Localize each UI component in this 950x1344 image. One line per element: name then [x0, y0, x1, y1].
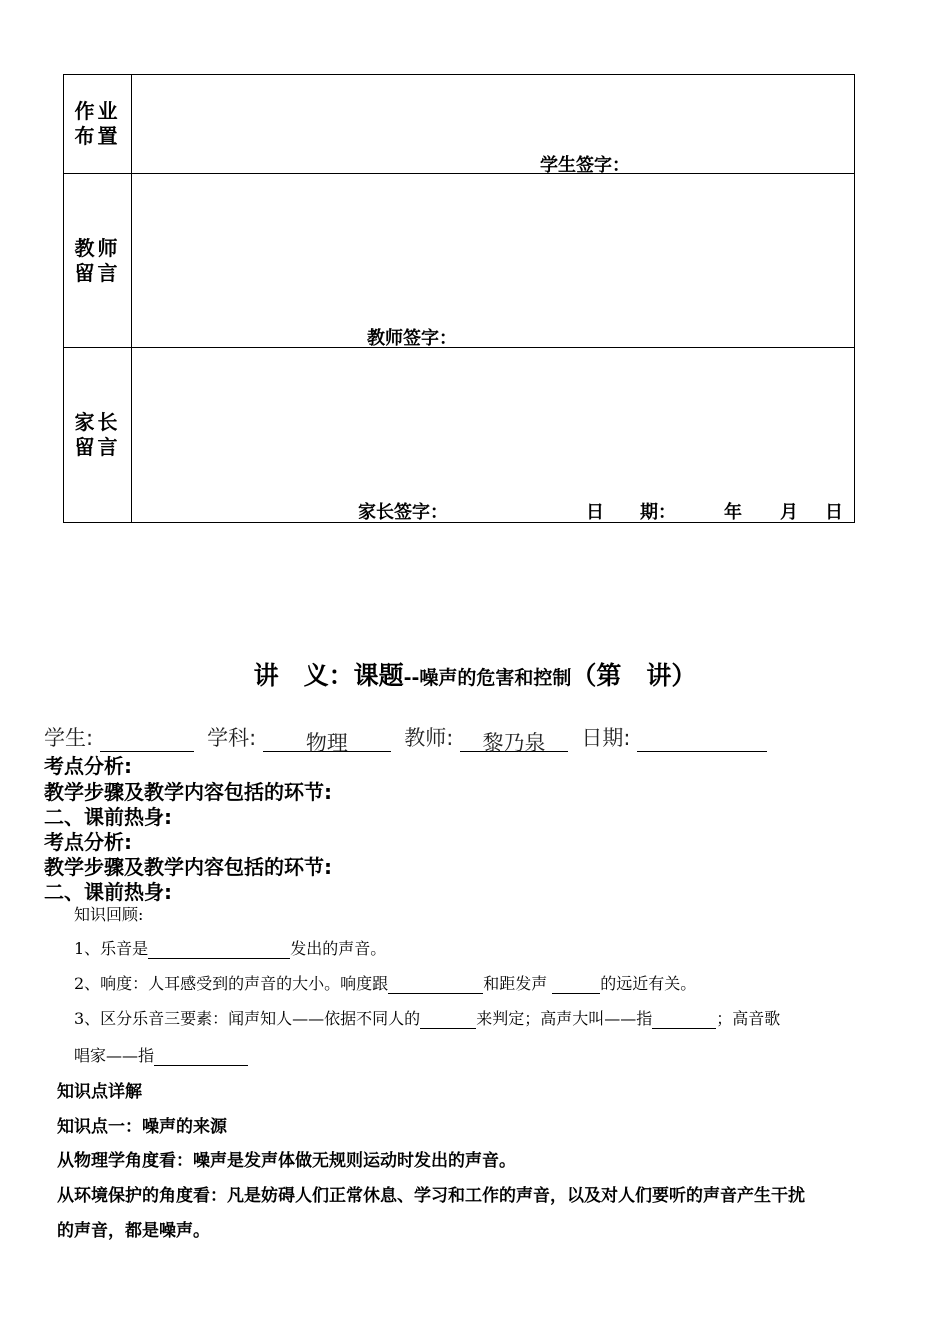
parent-comment-content-cell[interactable] [132, 348, 855, 523]
question-3-line-2 [74, 1043, 248, 1066]
homework-label: 作业布置 [74, 99, 121, 148]
q2-blank-1[interactable] [388, 975, 483, 994]
teacher-label: 教师: [404, 726, 454, 750]
date-label-info: 日期: [581, 726, 631, 750]
teacher-comment-content-cell[interactable] [132, 174, 855, 348]
question-1 [74, 936, 386, 959]
parent-signature-label: 家长签字： [358, 502, 448, 523]
year-label: 年 [724, 502, 742, 523]
q3-mid1: 来判定；高声大叫——指 [476, 1009, 653, 1028]
review-title: 知识回顾: [74, 905, 144, 924]
info-line [44, 722, 767, 755]
env-view-line-2: 的声音，都是噪声。 [57, 1221, 210, 1241]
heading-teaching-steps-1: 教学步骤及教学内容包括的环节: [44, 780, 332, 804]
student-signature-label: 学生签字： [540, 155, 630, 176]
feedback-table [63, 74, 855, 523]
day-label: 日 [825, 502, 843, 523]
q1-blank[interactable] [148, 940, 290, 959]
point1-heading: 知识点一：噪声的来源 [57, 1117, 227, 1137]
student-blank[interactable] [100, 727, 194, 752]
q2-blank-2[interactable] [552, 975, 600, 994]
question-3 [74, 1006, 780, 1029]
heading-teaching-steps-2: 教学步骤及教学内容包括的环节: [44, 855, 332, 879]
physics-view: 从物理学角度看：噪声是发声体做无规则运动时发出的声音。 [57, 1151, 516, 1171]
question-2 [74, 971, 696, 994]
heading-exam-analysis-1: 考点分析: [44, 754, 132, 778]
q1-prefix: 1、乐音是 [74, 939, 149, 958]
detail-heading: 知识点详解 [57, 1082, 142, 1102]
q3-mid2: ；高音歌 [716, 1009, 781, 1028]
student-label: 学生: [44, 726, 94, 750]
heading-warmup-1: 二、课前热身: [44, 805, 172, 829]
homework-content-cell[interactable] [132, 75, 855, 174]
env-view-line-1: 从环境保护的角度看：凡是妨碍人们正常休息、学习和工作的声音，以及对人们要听的声音产生干扰 [57, 1186, 805, 1206]
date-label: 日 期： [586, 502, 676, 523]
teacher-comment-label: 教师留言 [74, 235, 121, 285]
parent-comment-label-cell [64, 348, 132, 523]
q3-blank-1[interactable] [420, 1010, 476, 1029]
parent-comment-label: 家长留言 [74, 410, 121, 459]
q3-line2: 唱家——指 [74, 1046, 155, 1065]
q3-prefix: 3、区分乐音三要素：闻声知人——依据不同人的 [74, 1009, 421, 1028]
q3-blank-2[interactable] [652, 1010, 716, 1029]
date-blank[interactable] [637, 727, 767, 752]
heading-exam-analysis-2: 考点分析: [44, 830, 132, 854]
teacher-value: 黎乃泉 [460, 727, 568, 752]
q3-blank-3[interactable] [154, 1047, 248, 1066]
heading-warmup-2: 二、课前热身: [44, 880, 172, 904]
title-subject: --噪声的危害和控制 [403, 667, 572, 689]
q2-suffix: 的远近有关。 [600, 974, 697, 993]
homework-row [64, 75, 855, 174]
subject-label: 学科: [207, 726, 257, 750]
q2-mid: 和距发声 [483, 974, 548, 993]
handout-title [0, 656, 950, 692]
q2-prefix: 2、响度：人耳感受到的声音的大小。响度跟 [74, 974, 389, 993]
q1-suffix: 发出的声音。 [290, 939, 387, 958]
teacher-comment-label-cell [64, 174, 132, 348]
homework-label-cell [64, 75, 132, 174]
teacher-comment-row [64, 174, 855, 348]
title-lesson: （第 讲） [571, 661, 697, 690]
subject-value: 物理 [263, 727, 391, 752]
parent-comment-row [64, 348, 855, 523]
month-label: 月 [780, 502, 798, 523]
title-main: 讲 义：课题 [253, 661, 404, 690]
teacher-signature-label: 教师签字： [367, 328, 457, 349]
